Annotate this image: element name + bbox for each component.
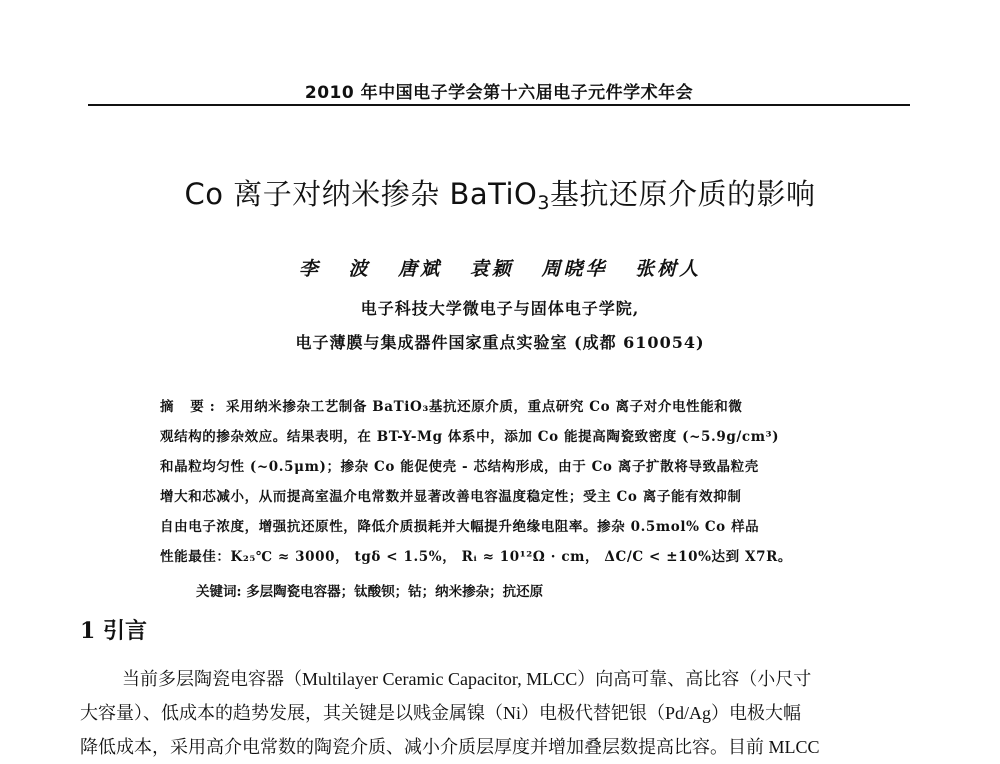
title-suffix: 基抗还原介质的影响 bbox=[549, 177, 816, 211]
keywords bbox=[196, 580, 856, 600]
header-rule bbox=[88, 104, 910, 106]
conference-header: 2010 年中国电子学会第十六届电子元件学术年会 bbox=[304, 83, 694, 103]
abstract bbox=[160, 392, 850, 572]
body-line-2: 大容量）、低成本的趋势发展，其关键是以贱金属镍（Ni）电极代替钯银（Pd/Ag）电极大幅 bbox=[80, 703, 802, 723]
affiliation-2: 电子薄膜与集成器件国家重点实验室 (成都 610054) bbox=[295, 333, 705, 352]
abstract-line-1 bbox=[160, 392, 850, 422]
paper-title bbox=[60, 172, 940, 214]
title-prefix: Co 离子对纳米掺杂 BaTiO bbox=[184, 177, 538, 211]
abstract-text-1: 采用纳米掺杂工艺制备 BaTiO₃基抗还原介质，重点研究 Co 离子对介电性能和微 bbox=[226, 399, 743, 415]
keywords-label: 关键词: bbox=[196, 584, 242, 600]
author-1: 李 波 bbox=[298, 258, 371, 280]
section-heading-introduction: 1 引言 bbox=[80, 618, 147, 644]
author-list bbox=[60, 254, 940, 281]
introduction-body bbox=[80, 662, 920, 764]
abstract-line-2: 观结构的掺杂效应。结果表明，在 BT-Y-Mg 体系中，添加 Co 能提高陶瓷致密度 (~5.9g/cm³) bbox=[160, 429, 780, 445]
abstract-line-3: 和晶粒均匀性 (~0.5μm)；掺杂 Co 能促使壳 - 芯结构形成，由于 Co 离子扩散将导致晶粒壳 bbox=[160, 459, 759, 475]
abstract-line-5: 自由电子浓度，增强抗还原性，降低介质损耗并大幅提升绝缘电阻率。掺杂 0.5mol% Co 样品 bbox=[160, 519, 760, 535]
affiliation-1: 电子科技大学微电子与固体电子学院, bbox=[360, 299, 640, 318]
title-subscript: 3 bbox=[537, 192, 550, 214]
author-2: 唐斌 bbox=[398, 258, 443, 280]
abstract-line-6: 性能最佳：K₂₅℃ ≈ 3000， tgδ < 1.5%， Rᵢ ≈ 10¹²Ω · cm， ΔC/C < ±10%达到 X7R。 bbox=[160, 549, 793, 565]
author-5: 张树人 bbox=[635, 258, 702, 280]
abstract-label: 摘 要: bbox=[160, 399, 221, 415]
author-3: 袁颖 bbox=[469, 258, 514, 280]
abstract-line-4: 增大和芯减小，从而提高室温介电常数并显著改善电容温度稳定性；受主 Co 离子能有效抑制 bbox=[160, 489, 742, 505]
body-line-1: 当前多层陶瓷电容器（Multilayer Ceramic Capacitor, MLCC）向高可靠、高比容（小尺寸 bbox=[122, 669, 812, 689]
body-line-3: 降低成本，采用高介电常数的陶瓷介质、减小介质层厚度并增加叠层数提高比容。目前 MLCC bbox=[80, 737, 820, 757]
keywords-text: 多层陶瓷电容器；钛酸钡；钴；纳米掺杂；抗还原 bbox=[246, 584, 544, 600]
author-4: 周晓华 bbox=[541, 258, 608, 280]
